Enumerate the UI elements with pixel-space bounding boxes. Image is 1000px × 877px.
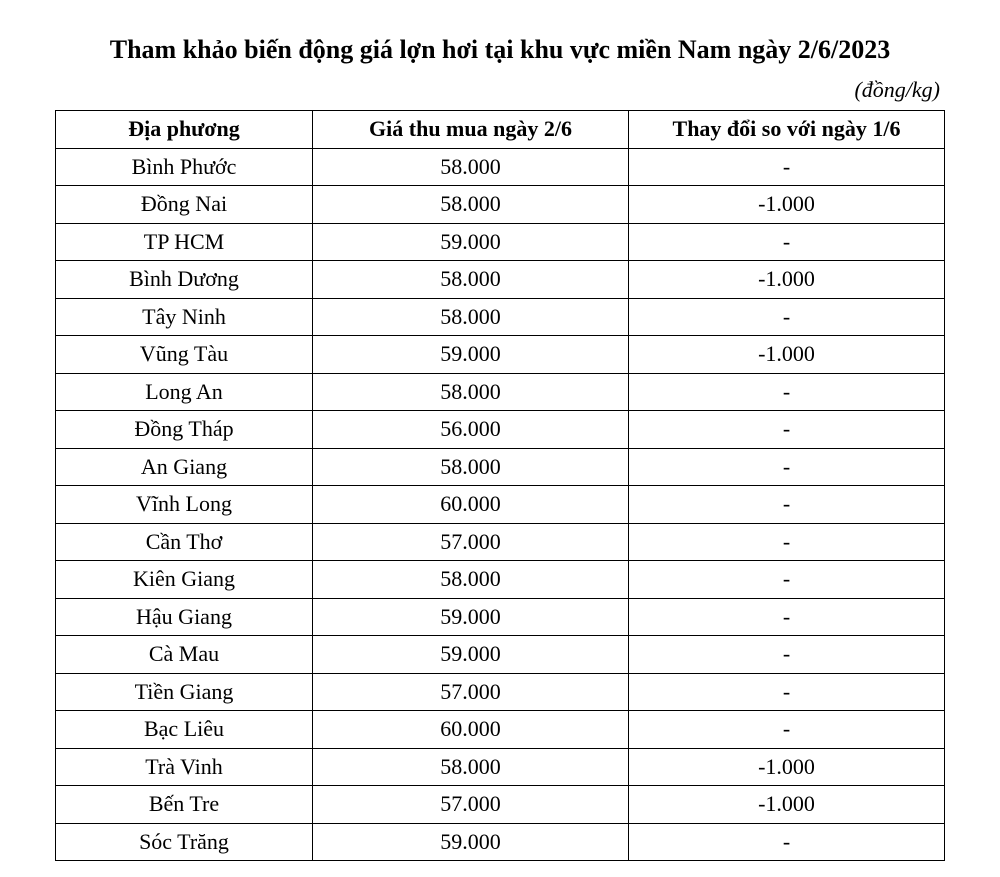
unit-label: (đồng/kg) — [854, 77, 940, 102]
table-header — [56, 111, 945, 149]
cell-change: -1.000 — [629, 748, 945, 786]
cell-location: Hậu Giang — [56, 598, 313, 636]
cell-change: - — [629, 411, 945, 449]
cell-location: Tiền Giang — [56, 673, 313, 711]
table-row — [56, 636, 945, 674]
table-row — [56, 486, 945, 524]
cell-location: Cần Thơ — [56, 523, 313, 561]
table-body — [56, 148, 945, 861]
table-row — [56, 561, 945, 599]
cell-change: - — [629, 523, 945, 561]
cell-price: 59.000 — [313, 636, 629, 674]
table-row — [56, 148, 945, 186]
cell-location: Cà Mau — [56, 636, 313, 674]
cell-change: - — [629, 298, 945, 336]
cell-price: 57.000 — [313, 786, 629, 824]
cell-price: 56.000 — [313, 411, 629, 449]
header-change: Thay đổi so với ngày 1/6 — [629, 111, 945, 149]
cell-change: - — [629, 448, 945, 486]
cell-price: 59.000 — [313, 336, 629, 374]
cell-change: - — [629, 561, 945, 599]
cell-change: - — [629, 823, 945, 861]
document-title: Tham khảo biến động giá lợn hơi tại khu vực miền Nam ngày 2/6/2023 — [109, 35, 891, 64]
table-row — [56, 298, 945, 336]
cell-location: An Giang — [56, 448, 313, 486]
cell-price: 57.000 — [313, 673, 629, 711]
cell-location: Vĩnh Long — [56, 486, 313, 524]
price-table — [55, 110, 945, 861]
cell-price: 58.000 — [313, 448, 629, 486]
table-row — [56, 186, 945, 224]
cell-change: -1.000 — [629, 261, 945, 299]
header-price: Giá thu mua ngày 2/6 — [313, 111, 629, 149]
cell-change: -1.000 — [629, 336, 945, 374]
cell-change: - — [629, 373, 945, 411]
cell-change: -1.000 — [629, 786, 945, 824]
table-row — [56, 598, 945, 636]
cell-price: 58.000 — [313, 373, 629, 411]
table-row — [56, 261, 945, 299]
cell-change: - — [629, 598, 945, 636]
cell-change: -1.000 — [629, 186, 945, 224]
header-location: Địa phương — [56, 111, 313, 149]
cell-location: Trà Vinh — [56, 748, 313, 786]
cell-location: Bến Tre — [56, 786, 313, 824]
cell-location: Vũng Tàu — [56, 336, 313, 374]
cell-price: 58.000 — [313, 298, 629, 336]
cell-location: Đồng Tháp — [56, 411, 313, 449]
cell-change: - — [629, 673, 945, 711]
table-row — [56, 411, 945, 449]
table-row — [56, 786, 945, 824]
table-row — [56, 523, 945, 561]
header-row — [56, 111, 945, 149]
cell-price: 59.000 — [313, 598, 629, 636]
cell-location: Bình Dương — [56, 261, 313, 299]
cell-location: Kiên Giang — [56, 561, 313, 599]
cell-change: - — [629, 486, 945, 524]
table-row — [56, 748, 945, 786]
cell-price: 59.000 — [313, 223, 629, 261]
cell-price: 60.000 — [313, 486, 629, 524]
cell-price: 60.000 — [313, 711, 629, 749]
cell-location: Tây Ninh — [56, 298, 313, 336]
cell-location: Đồng Nai — [56, 186, 313, 224]
table-row — [56, 673, 945, 711]
table-row — [56, 823, 945, 861]
cell-price: 58.000 — [313, 186, 629, 224]
cell-location: Bình Phước — [56, 148, 313, 186]
cell-change: - — [629, 636, 945, 674]
cell-change: - — [629, 223, 945, 261]
cell-price: 59.000 — [313, 823, 629, 861]
table-row — [56, 336, 945, 374]
cell-location: TP HCM — [56, 223, 313, 261]
cell-location: Bạc Liêu — [56, 711, 313, 749]
table-row — [56, 711, 945, 749]
cell-location: Sóc Trăng — [56, 823, 313, 861]
cell-price: 58.000 — [313, 261, 629, 299]
cell-change: - — [629, 711, 945, 749]
table-row — [56, 223, 945, 261]
table-row — [56, 373, 945, 411]
cell-price: 58.000 — [313, 148, 629, 186]
cell-change: - — [629, 148, 945, 186]
cell-location: Long An — [56, 373, 313, 411]
table-row — [56, 448, 945, 486]
cell-price: 58.000 — [313, 748, 629, 786]
cell-price: 58.000 — [313, 561, 629, 599]
cell-price: 57.000 — [313, 523, 629, 561]
